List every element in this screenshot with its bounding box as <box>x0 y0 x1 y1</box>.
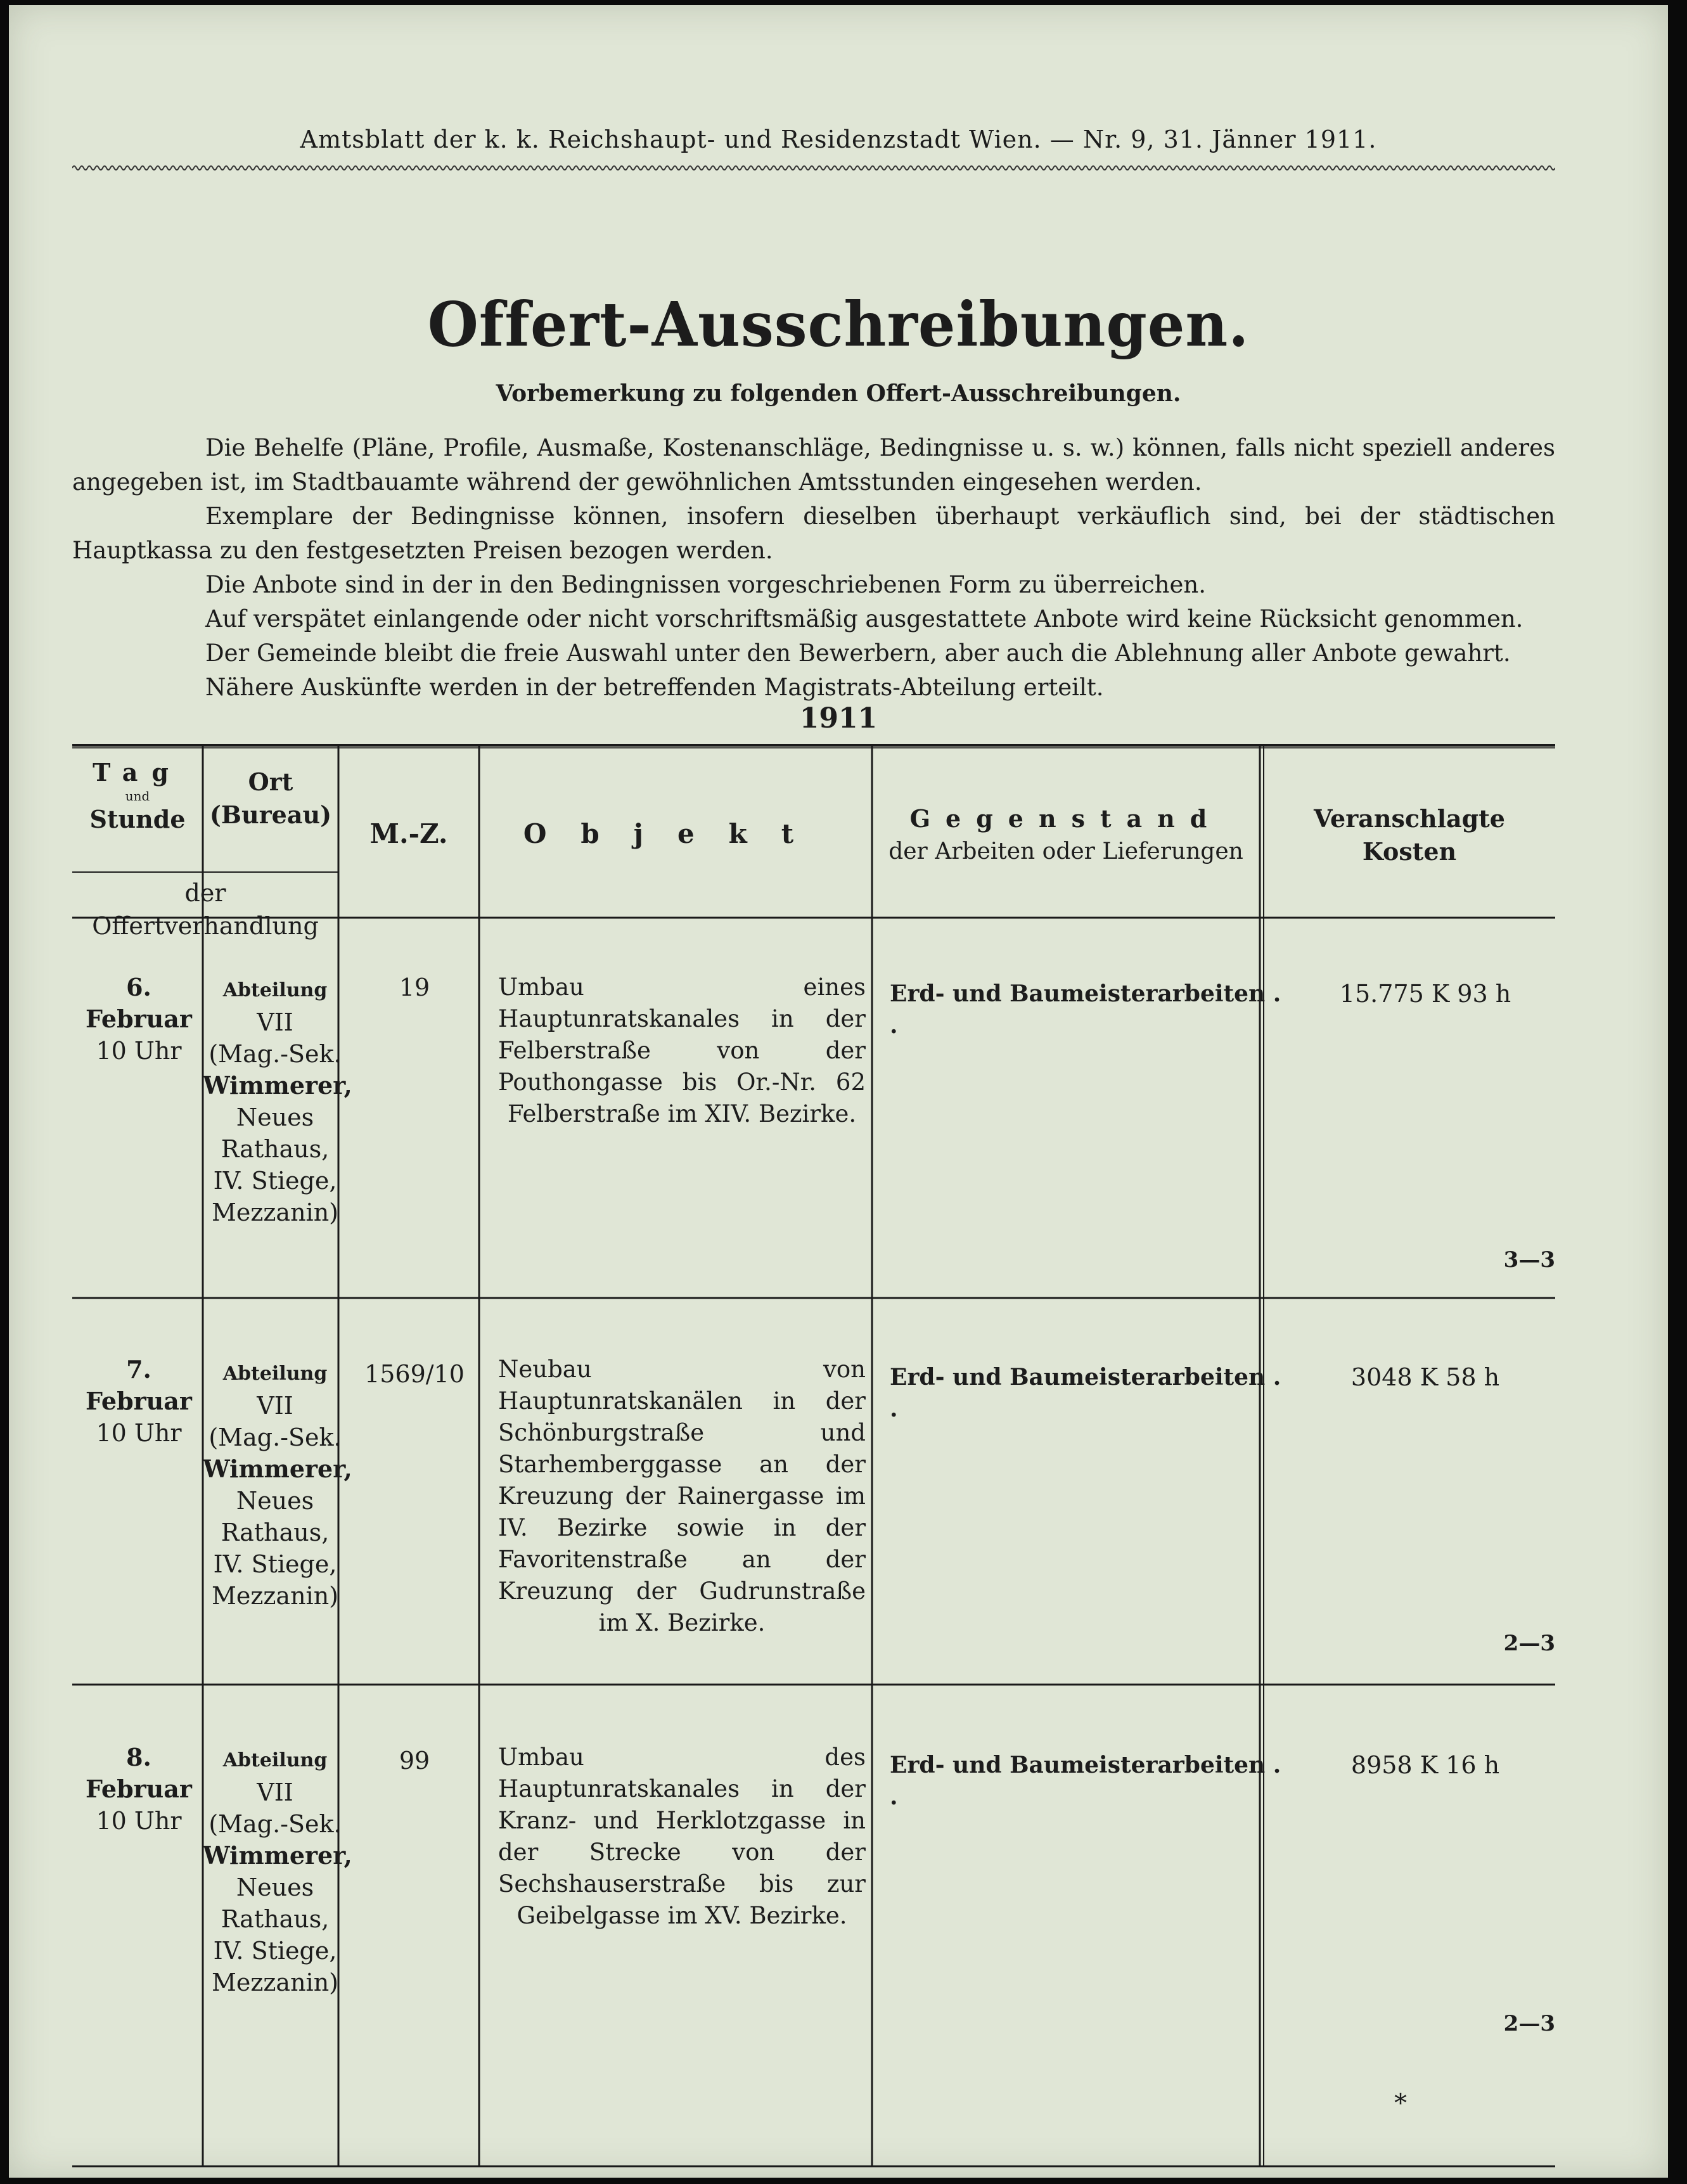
header-rule <box>72 164 1555 172</box>
row1-date <box>72 972 205 1067</box>
row3-code: 2—3 <box>1503 2011 1555 2036</box>
header-offertverhandlung-label: der Offertverhandlung <box>92 879 319 940</box>
row2-ort-line: VII <box>257 1392 293 1420</box>
row1-date-day: 6. Februar <box>86 973 192 1033</box>
row2-mz: 1569/10 <box>364 1360 465 1388</box>
header-objekt: Objekt <box>523 818 828 849</box>
row1-ort-line: Neues <box>236 1103 314 1131</box>
year-heading: 1911 <box>799 702 878 735</box>
row2-ort-line: Wimmerer, <box>203 1455 352 1483</box>
row3-ort-line: IV. Stiege, <box>213 1937 337 1965</box>
row3-ort-line: Abteilung <box>222 1749 328 1771</box>
row3-ort-line: Rathaus, <box>221 1905 330 1933</box>
intro-paragraph: Auf verspätet einlangende oder nicht vorschriftsmäßig ausgestattete Anbote wird keine Rücksicht genommen. <box>205 605 1523 633</box>
row3-kosten: 8958 K 16 h <box>1350 1751 1500 1779</box>
header-mz: M.-Z. <box>369 818 448 849</box>
intro-paragraph: Der Gemeinde bleibt die freie Auswahl unter den Bewerbern, aber auch die Ablehnung aller Anbote gewahrt. <box>205 639 1511 667</box>
header-gegenstand-sub: der Arbeiten oder Lieferungen <box>888 838 1243 864</box>
document-page <box>9 5 1668 2178</box>
footnote-mark: * <box>1394 2089 1407 2118</box>
row2-ort <box>203 1358 352 1612</box>
header-tag-stunde <box>72 756 203 836</box>
row2-ort-line: IV. Stiege, <box>213 1550 337 1578</box>
row1-ort-line: (Mag.-Sek. <box>208 1040 342 1068</box>
intro-text <box>72 431 1555 705</box>
row1-ort-line: Wimmerer, <box>203 1071 352 1100</box>
row2-code: 2—3 <box>1503 1631 1555 1656</box>
row1-kosten: 15.775 K 93 h <box>1339 980 1511 1008</box>
row1-ort-line: Abteilung <box>222 979 328 1001</box>
row3-ort-line: Wimmerer, <box>203 1841 352 1870</box>
intro-paragraph: Nähere Auskünfte werden in der betreffenden Magistrats-Abteilung erteilt. <box>205 674 1104 701</box>
row3-ort-line: VII <box>257 1778 293 1806</box>
row3-date <box>72 1742 205 1837</box>
row2-date-day: 7. Februar <box>86 1355 192 1415</box>
page-title: Offert-Ausschreibungen. <box>427 288 1250 361</box>
header-stunde: Stunde <box>89 805 186 833</box>
row3-ort-line: (Mag.-Sek. <box>208 1810 342 1838</box>
row1-code: 3—3 <box>1503 1247 1555 1273</box>
header-ort <box>203 766 338 832</box>
row2-date-time: 10 Uhr <box>96 1419 182 1447</box>
header-gegenstand-label: Gegenstand <box>909 804 1222 833</box>
intro-paragraph: Exemplare der Bedingnisse können, insofern dieselben überhaupt verkäuflich sind, bei der städtischen Hauptkassa zu den festgesetzten Preisen bezogen werden. <box>72 503 1555 564</box>
row3-objekt: Umbau des Hauptunratskanales in der Kranz- und Herklotzgasse in der Strecke von der Sechshauserstraße bis zur Geibelgasse im XV. Bezirke. <box>498 1744 866 1929</box>
row2-ort-line: Rathaus, <box>221 1519 330 1546</box>
header-gegenstand <box>872 802 1260 868</box>
row3-mz: 99 <box>399 1747 430 1775</box>
row2-ort-line: (Mag.-Sek. <box>208 1423 342 1451</box>
row1-objekt: Umbau eines Hauptunratskanales in der Felberstraße von der Pouthongasse bis Or.-Nr. 62 Felberstraße im XIV. Bezirke. <box>498 973 866 1127</box>
row1-date-time: 10 Uhr <box>96 1037 182 1065</box>
row3-date-day: 8. Februar <box>86 1743 192 1803</box>
header-kosten-line1: Veranschlagte <box>1314 804 1505 833</box>
page-header: Amtsblatt der k. k. Reichshaupt- und Residenzstadt Wien. — Nr. 9, 31. Jänner 1911. <box>300 125 1377 153</box>
header-offertverhandlung <box>72 877 338 942</box>
row1-gegenstand: Erd- und Baumeisterarbeiten . . <box>890 980 1281 1039</box>
row2-kosten: 3048 K 58 h <box>1350 1363 1500 1391</box>
row2-ort-line: Abteilung <box>222 1363 328 1385</box>
row2-objekt: Neubau von Hauptunratskanälen in der Schönburgstraße und Starhemberggasse an der Kreuzung der Rainergasse im IV. Bezirke sowie in der Favoritenstraße an der Kreuzung der Gudrunstraße im X. Bezirke. <box>498 1356 866 1636</box>
header-kosten-line2: Kosten <box>1362 837 1457 866</box>
row2-date <box>72 1354 205 1449</box>
row2-gegenstand: Erd- und Baumeisterarbeiten . . <box>890 1364 1281 1422</box>
row1-ort <box>203 975 352 1228</box>
header-ort-label: Ort <box>248 768 293 796</box>
row1-mz: 19 <box>399 973 430 1001</box>
row1-ort-line: Mezzanin) <box>211 1198 339 1226</box>
intro-paragraph: Die Behelfe (Pläne, Profile, Ausmaße, Kostenanschläge, Bedingnisse u. s. w.) können, falls nicht speziell anderes angegeben ist, im Stadtbauamte während der gewöhnlichen Amtsstunden eingesehen werden. <box>72 434 1555 496</box>
header-tag: Tag <box>93 758 183 787</box>
header-kosten <box>1264 802 1555 868</box>
row2-ort-line: Mezzanin) <box>211 1582 339 1610</box>
subtitle: Vorbemerkung zu folgenden Offert-Ausschreibungen. <box>496 380 1181 407</box>
row3-ort <box>203 1745 352 1998</box>
row1-ort-line: IV. Stiege, <box>213 1167 337 1195</box>
row3-gegenstand: Erd- und Baumeisterarbeiten . . <box>890 1752 1281 1810</box>
row3-date-time: 10 Uhr <box>96 1807 182 1835</box>
row3-ort-line: Mezzanin) <box>211 1969 339 1996</box>
intro-paragraph: Die Anbote sind in der in den Bedingnissen vorgeschriebenen Form zu überreichen. <box>205 571 1206 598</box>
row1-ort-line: Rathaus, <box>221 1135 330 1163</box>
header-bureau: (Bureau) <box>209 800 332 829</box>
row1-ort-line: VII <box>257 1008 293 1036</box>
header-und: und <box>125 788 150 804</box>
row3-ort-line: Neues <box>236 1873 314 1901</box>
row2-ort-line: Neues <box>236 1487 314 1515</box>
